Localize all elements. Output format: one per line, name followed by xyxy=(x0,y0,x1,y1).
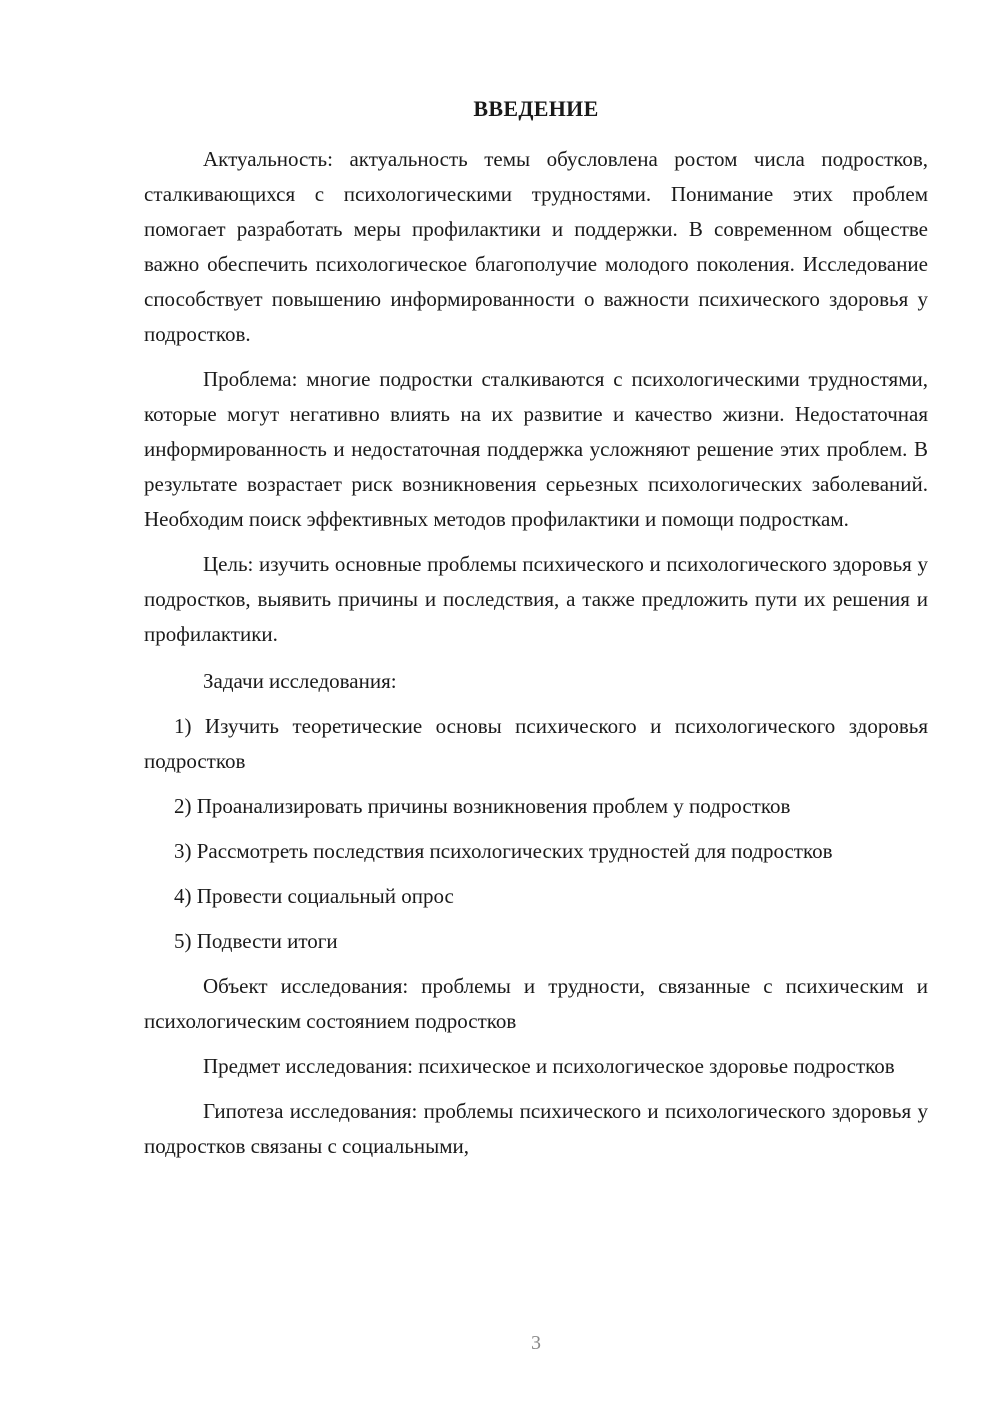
paragraph-goal: Цель: изучить основные проблемы психического и психологического здоровья у подростков, выявить причины и последствия, а также предложить пути их решения и профилактики. xyxy=(144,552,928,646)
task-item-4: 4) Провести социальный опрос xyxy=(174,884,454,908)
page-number: 3 xyxy=(531,1332,541,1354)
task-item-2: 2) Проанализировать причины возникновения проблем у подростков xyxy=(174,794,791,818)
task-item-5: 5) Подвести итоги xyxy=(174,929,338,953)
document-body xyxy=(144,142,928,1174)
paragraph-subject: Предмет исследования: психическое и психологическое здоровье подростков xyxy=(203,1054,895,1078)
paragraph-object: Объект исследования: проблемы и трудности, связанные с психическим и психологическим состоянием подростков xyxy=(144,974,928,1033)
task-item-1: 1) Изучить теоретические основы психического и психологического здоровья подростков xyxy=(144,714,928,773)
paragraph-hypothesis: Гипотеза исследования: проблемы психического и психологического здоровья у подростков связаны с социальными, xyxy=(144,1099,928,1158)
paragraph-problem: Проблема: многие подростки сталкиваются с психологическими трудностями, которые могут негативно влиять на их развитие и качество жизни. Недостаточная информированность и недостаточная поддержка усложняют решение этих проблем. В результате возрастает риск возникновения серьезных психологических заболеваний. Необходим поиск эффективных методов профилактики и помощи подросткам. xyxy=(144,367,928,531)
paragraph-relevance: Актуальность: актуальность темы обусловлена ростом числа подростков, сталкивающихся с психологическими трудностями. Понимание этих проблем помогает разработать меры профилактики и поддержки. В современном обществе важно обеспечить психологическое благополучие молодого поколения. Исследование способствует повышению информированности о важности психического здоровья у подростков. xyxy=(144,147,928,346)
tasks-heading: Задачи исследования: xyxy=(203,669,397,693)
document-page xyxy=(144,0,928,1414)
page-title: ВВЕДЕНИЕ xyxy=(473,96,599,121)
task-item-3: 3) Рассмотреть последствия психологических трудностей для подростков xyxy=(174,839,833,863)
